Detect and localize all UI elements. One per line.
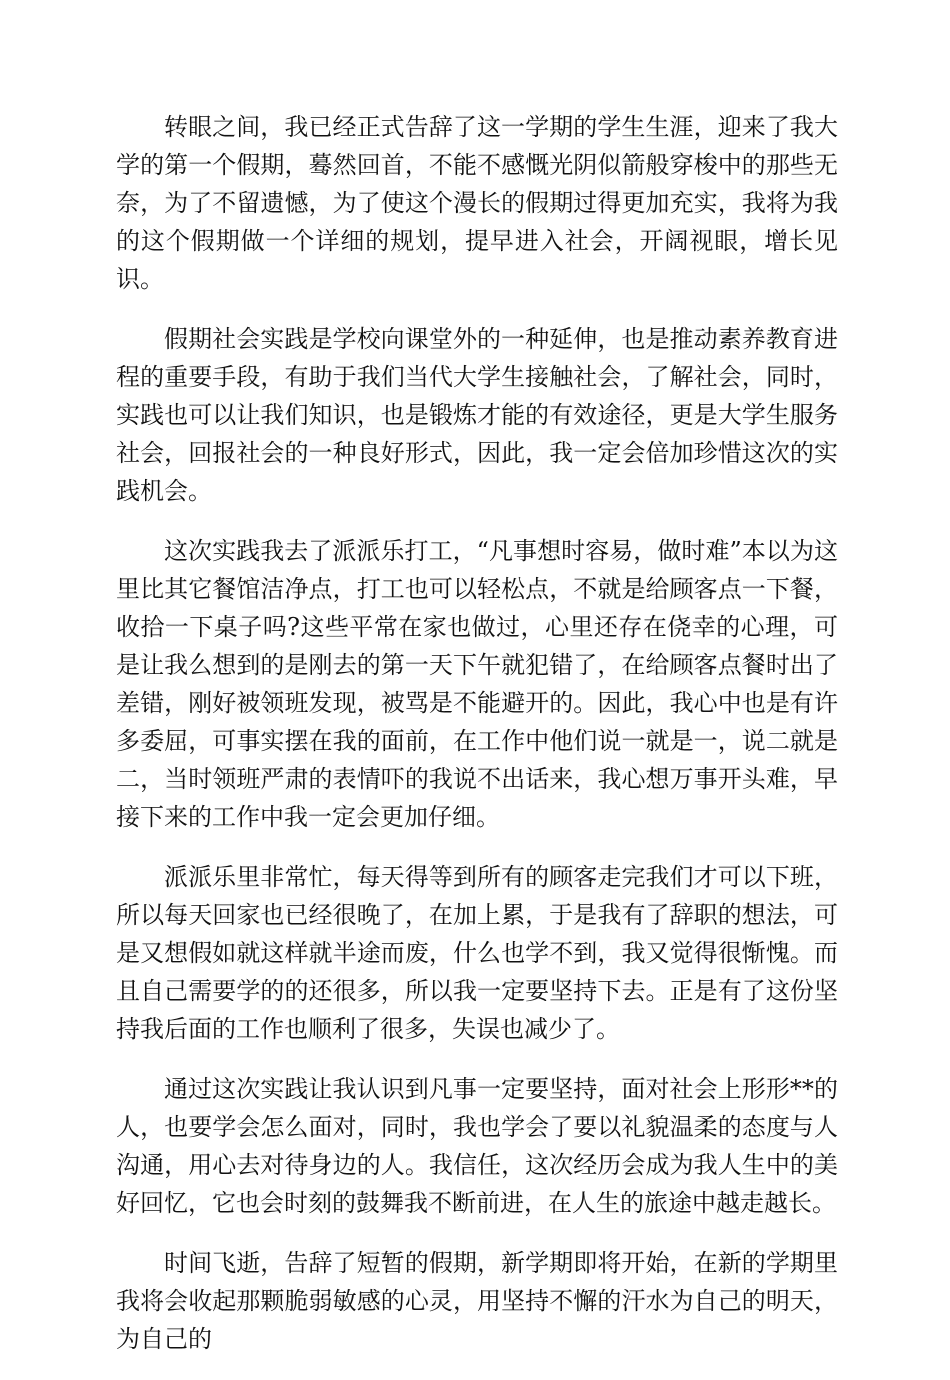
- paragraph-4: 派派乐里非常忙，每天得等到所有的顾客走完我们才可以下班，所以每天回家也已经很晚了，在加上累，于是我有了辞职的想法，可是又想假如就这样就半途而废，什么也学不到，我又觉得很惭愧。而且自己需要学的的还很多，所以我一定要坚持下去。正是有了这份坚持我后面的工作也顺利了很多，失误也减少了。: [116, 863, 838, 1043]
- paragraph-5: 通过这次实践让我认识到凡事一定要坚持，面对社会上形形**的人，也要学会怎么面对，同时，我也学会了要以礼貌温柔的态度与人沟通，用心去对待身边的人。我信任，这次经历会成为我人生中的美好回忆，它也会时刻的鼓舞我不断前进，在人生的旅途中越走越长。: [116, 1075, 838, 1217]
- paragraph-1: 转眼之间，我已经正式告辞了这一学期的学生生涯，迎来了我大学的第一个假期，蓦然回首，不能不感慨光阴似箭般穿梭中的那些无奈，为了不留遗憾，为了使这个漫长的假期过得更加充实，我将为我的这个假期做一个详细的规划，提早进入社会，开阔视眼，增长见识。: [116, 113, 838, 293]
- document-body: [116, 108, 838, 1380]
- paragraph-2: 假期社会实践是学校向课堂外的一种延伸，也是推动素养教育进程的重要手段，有助于我们当代大学生接触社会，了解社会，同时，实践也可以让我们知识，也是锻炼才能的有效途径，更是大学生服务社会，回报社会的一种良好形式，因此，我一定会倍加珍惜这次的实践机会。: [116, 325, 838, 505]
- paragraph-3: 这次实践我去了派派乐打工，“凡事想时容易，做时难”本以为这里比其它餐馆洁净点，打工也可以轻松点，不就是给顾客点一下餐，收拾一下桌子吗?这些平常在家也做过，心里还存在侥幸的心理，可是让我么想到的是刚去的第一天下午就犯错了，在给顾客点餐时出了差错，刚好被领班发现，被骂是不能避开的。因此，我心中也是有许多委屈，可事实摆在我的面前，在工作中他们说一就是一，说二就是二，当时领班严肃的表情吓的我说不出话来，我心想万事开头难，早接下来的工作中我一定会更加仔细。: [116, 537, 838, 831]
- paragraph-6: 时间飞逝，告辞了短暂的假期，新学期即将开始，在新的学期里我将会收起那颗脆弱敏感的心灵，用坚持不懈的汗水为自己的明天，为自己的: [116, 1249, 838, 1353]
